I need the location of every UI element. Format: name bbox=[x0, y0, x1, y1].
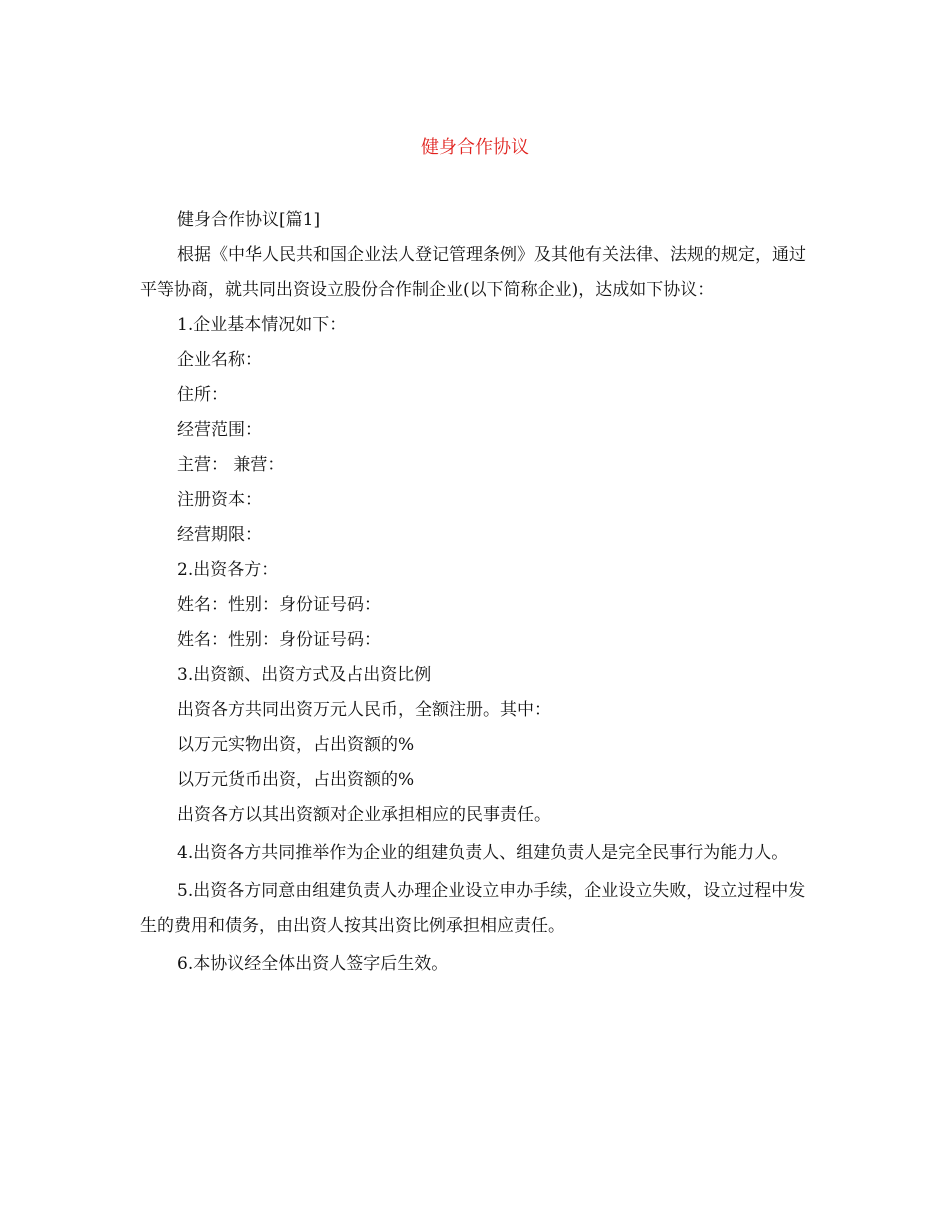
paragraph-total-capital: 出资各方共同出资万元人民币，全额注册。其中： bbox=[177, 700, 551, 720]
field-business-term: 经营期限： bbox=[177, 525, 262, 545]
paragraph-preamble: 根据《中华人民共和国企业法人登记管理条例》及其他有关法律、法规的规定，通过平等协商，就共同出资设立股份合作制企业(以下简称企业)，达成如下协议： bbox=[140, 245, 806, 300]
field-investor-1: 姓名：性别：身份证号码： bbox=[177, 595, 381, 615]
field-company-name: 企业名称： bbox=[177, 350, 262, 370]
paragraph-clause-4: 4.出资各方共同推举作为企业的组建负责人、组建负责人是完全民事行为能力人。 bbox=[177, 843, 789, 863]
field-main-business: 主营： 兼营： bbox=[177, 455, 285, 475]
field-investor-2: 姓名：性别：身份证号码： bbox=[177, 630, 381, 650]
paragraph-clause-3: 3.出资额、出资方式及占出资比例 bbox=[177, 665, 432, 685]
field-address: 住所： bbox=[177, 385, 228, 405]
paragraph-clause-5: 5.出资各方同意由组建负责人办理企业设立申办手续，企业设立失败，设立过程中发生的费用和债务，由出资人按其出资比例承担相应责任。 bbox=[140, 881, 806, 936]
paragraph-cash-contribution: 以万元货币出资，占出资额的% bbox=[177, 770, 415, 790]
document-body bbox=[140, 203, 812, 982]
paragraph-in-kind-contribution: 以万元实物出资，占出资额的% bbox=[177, 735, 415, 755]
paragraph-clause-6: 6.本协议经全体出资人签字后生效。 bbox=[177, 954, 449, 974]
paragraph-liability: 出资各方以其出资额对企业承担相应的民事责任。 bbox=[177, 805, 551, 825]
field-business-scope: 经营范围： bbox=[177, 420, 262, 440]
paragraph-section-heading: 健身合作协议[篇1] bbox=[177, 210, 321, 230]
paragraph-clause-2: 2.出资各方： bbox=[177, 560, 279, 580]
paragraph-clause-1: 1.企业基本情况如下： bbox=[177, 315, 347, 335]
field-registered-capital: 注册资本： bbox=[177, 490, 262, 510]
document-title: 健身合作协议 bbox=[421, 137, 529, 158]
